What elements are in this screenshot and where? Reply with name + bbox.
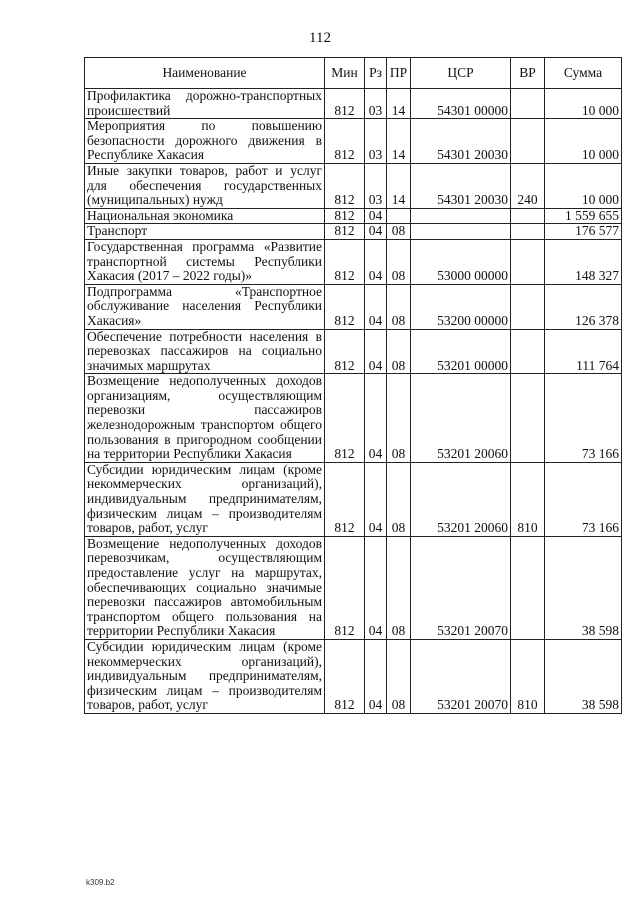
cell-csr: 54301 20030	[411, 163, 511, 208]
cell-vr	[511, 239, 545, 284]
cell-min: 812	[325, 119, 365, 164]
cell-vr	[511, 89, 545, 119]
cell-rz: 04	[365, 224, 387, 240]
column-header-name: Наименование	[85, 58, 325, 89]
cell-pr: 08	[387, 639, 411, 713]
cell-sum: 148 327	[545, 239, 622, 284]
cell-min: 812	[325, 239, 365, 284]
cell-name: Обеспечение потребности населения в перевозках пассажиров на социально значимых маршрутах	[85, 329, 325, 374]
cell-pr: 08	[387, 329, 411, 374]
table-row	[85, 639, 622, 713]
table-row	[85, 89, 622, 119]
cell-csr: 53201 00000	[411, 329, 511, 374]
cell-csr: 54301 20030	[411, 119, 511, 164]
cell-pr: 08	[387, 284, 411, 329]
table-row	[85, 536, 622, 639]
cell-name: Национальная экономика	[85, 208, 325, 224]
cell-pr: 08	[387, 536, 411, 639]
cell-sum: 73 166	[545, 462, 622, 536]
cell-rz: 04	[365, 536, 387, 639]
cell-sum: 1 559 655	[545, 208, 622, 224]
cell-pr: 08	[387, 374, 411, 463]
cell-rz: 04	[365, 374, 387, 463]
cell-csr: 53201 20060	[411, 462, 511, 536]
cell-pr: 08	[387, 239, 411, 284]
cell-sum: 10 000	[545, 119, 622, 164]
cell-rz: 04	[365, 239, 387, 284]
budget-table	[84, 57, 622, 714]
cell-csr	[411, 208, 511, 224]
cell-pr: 14	[387, 89, 411, 119]
cell-rz: 03	[365, 163, 387, 208]
cell-csr: 54301 00000	[411, 89, 511, 119]
cell-sum: 73 166	[545, 374, 622, 463]
table-header-row	[85, 58, 622, 89]
cell-name: Возмещение недополученных доходов перевозчикам, осуществляющим предоставление услуг на маршрутах, обеспечивающих социально значимые перевозки пассажиров автомобильным транспортом общего пользования на территории Республики Хакасия	[85, 536, 325, 639]
table-row	[85, 329, 622, 374]
cell-name: Субсидии юридическим лицам (кроме некоммерческих организаций), индивидуальным предпринимателям, физическим лицам – производителям товаров, работ, услуг	[85, 639, 325, 713]
footer-code: k309.b2	[86, 878, 115, 887]
cell-min: 812	[325, 163, 365, 208]
cell-vr	[511, 536, 545, 639]
cell-rz: 04	[365, 284, 387, 329]
cell-sum: 38 598	[545, 639, 622, 713]
cell-csr	[411, 224, 511, 240]
table-row	[85, 224, 622, 240]
cell-pr: 08	[387, 462, 411, 536]
column-header-csr: ЦСР	[411, 58, 511, 89]
cell-rz: 04	[365, 329, 387, 374]
cell-min: 812	[325, 89, 365, 119]
column-header-pr: ПР	[387, 58, 411, 89]
cell-vr	[511, 224, 545, 240]
table-body	[85, 89, 622, 714]
cell-vr	[511, 374, 545, 463]
cell-name: Профилактика дорожно-транспортных происшествий	[85, 89, 325, 119]
table-row	[85, 284, 622, 329]
cell-rz: 03	[365, 119, 387, 164]
cell-min: 812	[325, 462, 365, 536]
cell-pr: 14	[387, 163, 411, 208]
cell-rz: 04	[365, 639, 387, 713]
table-row	[85, 119, 622, 164]
column-header-vr: ВР	[511, 58, 545, 89]
cell-sum: 111 764	[545, 329, 622, 374]
cell-sum: 176 577	[545, 224, 622, 240]
cell-name: Подпрограмма «Транспортное обслуживание населения Республики Хакасия»	[85, 284, 325, 329]
cell-name: Мероприятия по повышению безопасности дорожного движения в Республике Хакасия	[85, 119, 325, 164]
cell-min: 812	[325, 208, 365, 224]
cell-csr: 53000 00000	[411, 239, 511, 284]
cell-vr: 810	[511, 462, 545, 536]
cell-pr	[387, 208, 411, 224]
page-number: 112	[309, 30, 331, 46]
cell-csr: 53200 00000	[411, 284, 511, 329]
cell-sum: 38 598	[545, 536, 622, 639]
cell-rz: 04	[365, 208, 387, 224]
cell-pr: 14	[387, 119, 411, 164]
cell-vr: 810	[511, 639, 545, 713]
table-row	[85, 239, 622, 284]
table-row	[85, 462, 622, 536]
cell-pr: 08	[387, 224, 411, 240]
cell-min: 812	[325, 284, 365, 329]
cell-name: Транспорт	[85, 224, 325, 240]
cell-csr: 53201 20070	[411, 639, 511, 713]
cell-min: 812	[325, 224, 365, 240]
cell-vr	[511, 119, 545, 164]
cell-min: 812	[325, 639, 365, 713]
cell-min: 812	[325, 329, 365, 374]
table-row	[85, 208, 622, 224]
cell-name: Иные закупки товаров, работ и услуг для обеспечения государственных (муниципальных) нужд	[85, 163, 325, 208]
cell-min: 812	[325, 374, 365, 463]
column-header-rz: Рз	[365, 58, 387, 89]
cell-sum: 10 000	[545, 89, 622, 119]
cell-csr: 53201 20060	[411, 374, 511, 463]
cell-sum: 126 378	[545, 284, 622, 329]
column-header-min: Мин	[325, 58, 365, 89]
cell-vr	[511, 284, 545, 329]
cell-rz: 04	[365, 462, 387, 536]
table-row	[85, 163, 622, 208]
cell-csr: 53201 20070	[411, 536, 511, 639]
cell-min: 812	[325, 536, 365, 639]
column-header-sum: Сумма	[545, 58, 622, 89]
cell-vr: 240	[511, 163, 545, 208]
cell-rz: 03	[365, 89, 387, 119]
cell-name: Субсидии юридическим лицам (кроме некоммерческих организаций), индивидуальным предпринимателям, физическим лицам – производителям товаров, работ, услуг	[85, 462, 325, 536]
cell-name: Государственная программа «Развитие транспортной системы Республики Хакасия (2017 – 2022 годы)»	[85, 239, 325, 284]
cell-vr	[511, 208, 545, 224]
table-row	[85, 374, 622, 463]
cell-sum: 10 000	[545, 163, 622, 208]
cell-vr	[511, 329, 545, 374]
cell-name: Возмещение недополученных доходов организациям, осуществляющим перевозки пассажиров железнодорожным транспортом общего пользования в пригородном сообщении на территории Республики Хакасия	[85, 374, 325, 463]
